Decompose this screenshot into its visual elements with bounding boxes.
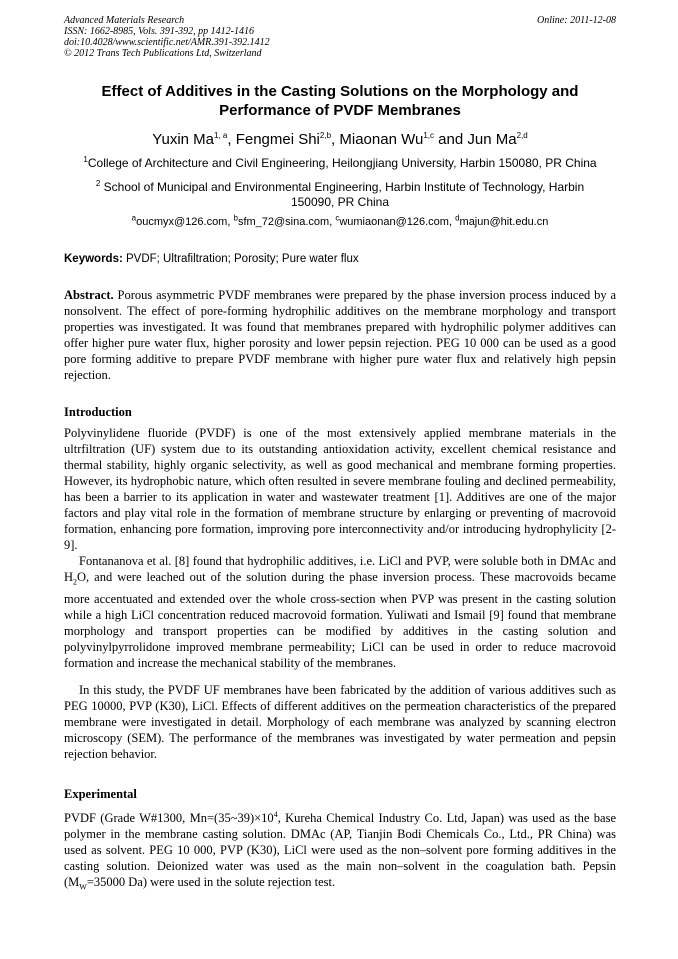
subscript: 2 [73,577,78,587]
affiliation-marker: 2 [95,179,101,188]
paper-title-line-1: Effect of Additives in the Casting Solutions on the Morphology and [101,83,579,100]
paragraph-text: Polyvinylidene fluoride (PVDF) is one of the most extensively applied membrane materials in the ultrfiltration (UF) system due to its outstanding antioxidation activity, excellent chemical resistance and thermal stability, highly organic selectivity, as well as good mechanical and membrane forming properties. However, its hydrophobic nature, which often resulted in severe membrane fouling and declined permeability, has been a barrier to its application in water and wastewater treatment [1]. Additives are one of the major factors and play vital role in the formation of membrane structure by enlarging or preventing of macrovoid formation, enhancing pore formation, improving pore interconnectivity and/or introducing hydrophylicity [2-9]. [64,426,616,552]
author-name: Jun Ma [467,131,517,148]
abstract-text: Porous asymmetric PVDF membranes were prepared by the phase inversion process induced by a nonsolvent. The effect of pore-forming hydrophilic additives on the membrane morphology and transport properties was investigated. It was found that membranes prepared with hydrophilic polymer additives can offer higher pure water flux, higher porosity and lower pepsin rejection. PEG 10 000 can be used as a good pore forming additive to prepare PVDF membrane with higher pure water flux and relatively high pepsin rejection. [64,288,617,382]
email-marker: b [233,213,238,223]
email-marker: a [131,213,137,223]
email-marker: d [455,213,460,223]
journal-issn: ISSN: 1662-8985, Vols. 391-392, pp 1412-1416 [64,26,254,37]
email-address[interactable]: majun@hit.edu.cn [459,216,549,228]
affiliation-marker: 1 [83,155,88,164]
author-list: Yuxin Ma$^{1, a}$, Fengmei Shi$^{2,b}$, Miaonan Wu$^{1,c}$ and Jun Ma$^{2,d}$ [152,131,528,148]
abstract-label: Abstract. [64,288,114,302]
author-name: Yuxin Ma [152,131,214,148]
introduction-paragraph-1 [64,425,616,553]
abstract [64,287,616,383]
author-affiliation-marker: 1,c [423,131,434,140]
introduction-paragraph-3 [64,682,616,762]
journal-name: Advanced Materials Research [64,15,185,26]
journal-doi: doi:10.4028/www.scientific.net/AMR.391-392.1412 [64,37,270,48]
author-name: Fengmei Shi [235,131,320,148]
superscript: 4 [273,810,278,819]
keywords-text: PVDF; Ultrafiltration; Porosity; Pure water flux [126,253,359,265]
keywords-line [64,252,616,266]
journal-copyright: © 2012 Trans Tech Publications Ltd, Switzerland [64,48,262,59]
subscript: W [79,882,87,892]
paragraph-text: PVDF (Grade W#1300, Mn=(35~39)×10 [64,811,274,826]
paragraph-text: O, and were leached out of the solution during the phase inversion process. These macrovoids became more accentuated and extended over the whole cross-section when PVP was present in the casting solution while a high LiCl concentration reduced macrovoid formation. Yuliwati and Ismail [9] found that membrane morphology and transport properties can be modified by additives in the casting solution and polyvinylpyrrolidone improved membrane permeability; LiCl can be used in order to reduce macrovoid formation and increase the mechanical stability of the membranes. [64,570,616,670]
paragraph-text: =35000 Da) were used in the solute rejection test. [86,875,336,890]
journal-header [64,15,616,59]
paper-title [60,82,620,120]
email-address[interactable]: wumiaonan@126.com [339,216,449,228]
experimental-paragraph-1 [64,807,616,896]
paragraph-text: Fontananova et al. [8] found that hydrophilic additives, i.e. LiCl and PVP, were soluble both in DMAc and H [64,554,616,584]
section-heading-introduction: Introduction [64,405,132,419]
paper-title-line-2: Performance of PVDF Membranes [219,102,461,119]
affiliation-1 [40,156,640,171]
online-date: Online: 2011-12-08 [537,15,616,26]
paragraph-text: In this study, the PVDF UF membranes have been fabricated by the addition of various additives such as PEG 10000, PVP (K30), LiCl. Effects of different additives on the permeation characteristics of the prepared membrane were investigated in detail. Morphology of each membrane was analyzed by scanning electron microscopy (SEM). The performance of the membranes was investigated by water permeation and pepsin rejection behavior. [64,683,616,761]
keywords-label: Keywords: [64,253,123,265]
author-emails: $^a$oucmyx@126.com, $^b$sfm_72@sina.com, $^c$wumiaonan@126.com, $^d$majun@hit.edu.cn [131,213,549,228]
section-heading-experimental: Experimental [64,787,137,801]
author-affiliation-marker: 2,b [319,131,332,140]
affiliation-text: College of Architecture and Civil Engineering, Heilongjiang University, Harbin 150080, PR China [87,156,597,170]
author-name: Miaonan Wu [339,131,424,148]
email-address[interactable]: oucmyx@126.com [136,216,228,228]
author-affiliation-marker: 1, a [214,131,228,140]
email-address[interactable]: sfm_72@sina.com [237,216,330,228]
paragraph-text: , Kureha Chemical Industry Co. Ltd, Japan) was used as the base polymer in the membrane casting solution. DMAc (AP, Tianjin Bodi Chemicals Co., Ltd., PR China) was used as solvent. PEG 10 000, PVP (K30), LiCl were used as the non–solvent pore forming additives in the casting solution. Deionized water was used as the main non–solvent in the coagulation bath. Pepsin (M [64,811,616,890]
author-affiliation-marker: 2,d [516,131,528,140]
introduction-paragraph-2 [64,553,616,671]
affiliation-text: School of Municipal and Environmental Engineering, Harbin Institute of Technology, Harbin 150090, PR China [103,180,585,209]
email-marker: c [335,213,340,223]
affiliation-2 [90,180,590,210]
